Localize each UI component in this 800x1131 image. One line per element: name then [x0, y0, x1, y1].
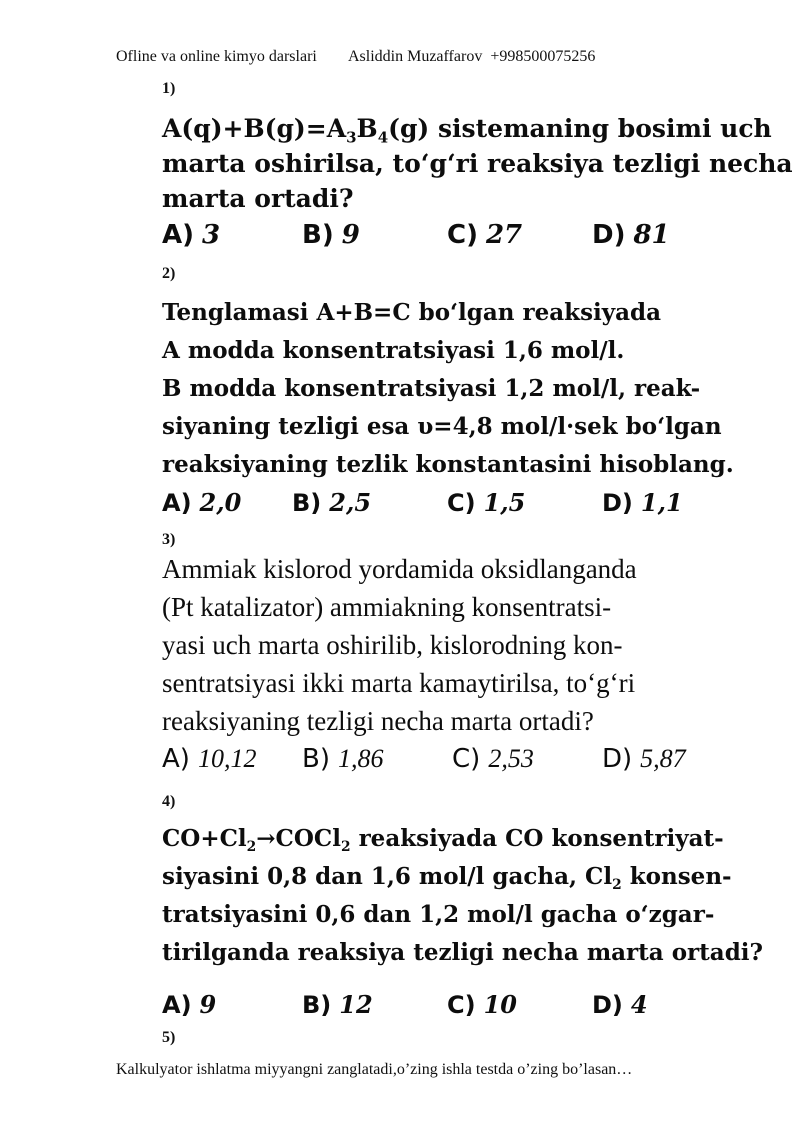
page-header: [116, 48, 595, 66]
question-3-number: 3): [162, 531, 176, 548]
question-3-line-3: yasi uch marta oshirilib, kislorodning kon-: [162, 630, 623, 660]
question-1-option-b: B) 9: [302, 220, 360, 250]
question-1-option-c: C) 27: [447, 220, 523, 250]
question-4-option-c: C) 10: [447, 990, 517, 1019]
question-3-option-a: A) 10,12: [162, 744, 257, 774]
question-4-line-4: tirilganda reaksiya tezligi necha marta ortadi?: [162, 939, 763, 966]
question-4-line-1: $CO+Cl_2\to COCl_2$ reaksiyada CO konsentriyat-: [162, 825, 724, 855]
header-course: Ofline va online kimyo darslari: [116, 48, 317, 65]
question-4-line-2: siyasini 0,8 dan 1,6 mol/l gacha, $Cl_2$ konsen-: [162, 863, 732, 893]
question-4-number: 4): [162, 793, 176, 810]
page-footer: Kalkulyator ishlatma miyyangni zanglatadi,o’zing ishla testda o’zing bo’lasan…: [116, 1061, 633, 1078]
question-3-option-b: B) 1,86: [302, 744, 384, 774]
question-2-line-2: A modda konsentratsiyasi 1,6 mol/l.: [162, 337, 625, 364]
question-1: [162, 111, 793, 253]
question-2: [162, 294, 782, 522]
question-2-line-4: siyaning tezligi esa υ=4,8 mol/l·sek bo‘lgan: [162, 413, 722, 440]
question-1-line-1: $A(q)+B(g)=A_3B_4(g)$ sistemaning bosimi uch: [162, 114, 772, 147]
question-3-line-1: Ammiak kislorod yordamida oksidlanganda: [162, 554, 637, 584]
question-1-line-3: marta ortadi?: [162, 184, 354, 213]
question-3-line-2: (Pt katalizator) ammiakning konsentratsi-: [162, 592, 612, 622]
question-3: [162, 550, 782, 778]
question-5-number: 5): [162, 1029, 176, 1046]
question-4: [162, 820, 782, 1024]
question-3-option-d: D) 5,87: [602, 744, 686, 774]
question-1-options: [162, 218, 782, 253]
question-2-option-d: D) 1,1: [602, 488, 683, 517]
question-2-option-b: B) 2,5: [292, 488, 372, 517]
question-2-option-a: A) 2,0: [162, 488, 242, 517]
question-4-option-b: B) 12: [302, 990, 373, 1019]
question-2-option-c: C) 1,5: [447, 488, 526, 517]
question-4-option-a: A) 9: [162, 990, 217, 1019]
question-2-options: [162, 484, 782, 522]
question-2-line-1: Tenglamasi A+B=C bo‘lgan reaksiyada: [162, 299, 662, 326]
question-4-option-d: D) 4: [592, 990, 648, 1019]
question-3-line-4: sentratsiyasi ikki marta kamaytirilsa, to‘g‘ri: [162, 668, 636, 698]
question-4-line-3: tratsiyasini 0,6 dan 1,2 mol/l gacha o‘zgar-: [162, 901, 715, 928]
question-1-option-a: A) 3: [162, 220, 221, 250]
question-2-line-3: B modda konsentratsiyasi 1,2 mol/l, reak-: [162, 375, 701, 402]
question-3-option-c: C) 2,53: [452, 744, 534, 774]
question-4-options: [162, 986, 782, 1024]
question-1-option-d: D) 81: [592, 220, 670, 250]
question-1-line-2: marta oshirilsa, to‘g‘ri reaksiya tezligi necha: [162, 149, 793, 178]
header-phone: +998500075256: [490, 48, 596, 65]
question-3-options: [162, 740, 782, 778]
question-1-number: 1): [162, 80, 176, 97]
header-author: Asliddin Muzaffarov: [347, 48, 483, 65]
question-3-line-5: reaksiyaning tezligi necha marta ortadi?: [162, 706, 594, 736]
question-2-number: 2): [162, 265, 176, 282]
question-2-line-5: reaksiyaning tezlik konstantasini hisoblang.: [162, 451, 734, 478]
